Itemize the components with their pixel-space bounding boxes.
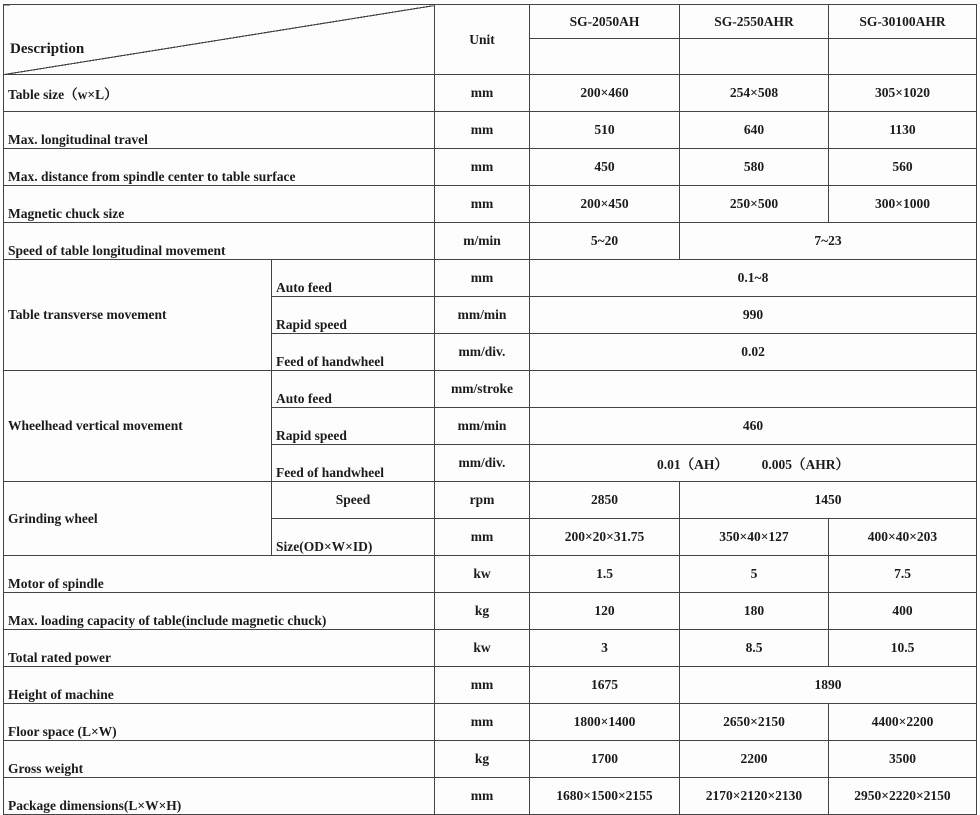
group-label: Wheelhead vertical movement xyxy=(4,371,272,482)
sub-label: Rapid speed xyxy=(272,297,435,334)
row-label: Total rated power xyxy=(4,630,435,667)
row-unit: mm xyxy=(435,149,530,186)
row-value: 560 xyxy=(829,149,977,186)
blank-cell xyxy=(530,39,680,75)
description-header-cell xyxy=(4,5,435,75)
table-row xyxy=(4,778,977,815)
row-unit: mm xyxy=(435,112,530,149)
row-value: 200×460 xyxy=(530,75,680,112)
row-unit: kg xyxy=(435,741,530,778)
row-value: 400 xyxy=(829,593,977,630)
table-row xyxy=(4,593,977,630)
table-row xyxy=(4,75,977,112)
row-value: 8.5 xyxy=(680,630,829,667)
row-unit: mm/min xyxy=(435,408,530,445)
table-row xyxy=(4,186,977,223)
model-header-3: SG-30100AHR xyxy=(829,5,977,39)
blank-cell xyxy=(829,39,977,75)
sub-label: Size(OD×W×ID) xyxy=(272,519,435,556)
row-unit: mm/div. xyxy=(435,334,530,371)
table-row xyxy=(4,260,977,297)
table-row xyxy=(4,704,977,741)
row-unit: m/min xyxy=(435,223,530,260)
row-unit: mm/div. xyxy=(435,445,530,482)
row-value-merged: 7~23 xyxy=(680,223,977,260)
model-header-1: SG-2050AH xyxy=(530,5,680,39)
row-value-merged: 460 xyxy=(530,408,977,445)
row-value: 10.5 xyxy=(829,630,977,667)
row-value: 120 xyxy=(530,593,680,630)
row-value-merged: 0.01（AH） 0.005（AHR） xyxy=(530,445,977,482)
row-unit: mm xyxy=(435,667,530,704)
row-unit: mm xyxy=(435,704,530,741)
row-value: 3500 xyxy=(829,741,977,778)
sub-label: Feed of handwheel xyxy=(272,334,435,371)
row-label: Speed of table longitudinal movement xyxy=(4,223,435,260)
row-value: 2650×2150 xyxy=(680,704,829,741)
row-value-merged: 0.02 xyxy=(530,334,977,371)
row-label: Table size（w×L） xyxy=(4,75,435,112)
row-value-merged: 0.1~8 xyxy=(530,260,977,297)
sub-label: Auto feed xyxy=(272,260,435,297)
row-value-merged xyxy=(530,371,977,408)
sub-label: Rapid speed xyxy=(272,408,435,445)
row-value: 1675 xyxy=(530,667,680,704)
row-value: 2950×2220×2150 xyxy=(829,778,977,815)
row-value: 1800×1400 xyxy=(530,704,680,741)
row-label: Height of machine xyxy=(4,667,435,704)
row-label: Gross weight xyxy=(4,741,435,778)
row-unit: kw xyxy=(435,630,530,667)
table-row xyxy=(4,556,977,593)
row-value: 1.5 xyxy=(530,556,680,593)
table-row xyxy=(4,371,977,408)
row-value: 250×500 xyxy=(680,186,829,223)
row-unit: mm/min xyxy=(435,297,530,334)
row-value: 5~20 xyxy=(530,223,680,260)
row-value: 300×1000 xyxy=(829,186,977,223)
row-label: Magnetic chuck size xyxy=(4,186,435,223)
group-label: Table transverse movement xyxy=(4,260,272,371)
row-label: Max. longitudinal travel xyxy=(4,112,435,149)
row-value: 7.5 xyxy=(829,556,977,593)
blank-cell xyxy=(680,39,829,75)
model-header-2: SG-2550AHR xyxy=(680,5,829,39)
row-value-merged: 1450 xyxy=(680,482,977,519)
row-value-merged: 990 xyxy=(530,297,977,334)
row-value: 2850 xyxy=(530,482,680,519)
row-value: 1700 xyxy=(530,741,680,778)
row-value: 1680×1500×2155 xyxy=(530,778,680,815)
row-value: 254×508 xyxy=(680,75,829,112)
row-label: Max. distance from spindle center to table surface xyxy=(4,149,435,186)
header-row xyxy=(4,5,977,39)
row-value: 640 xyxy=(680,112,829,149)
row-unit: kg xyxy=(435,593,530,630)
sub-label: Feed of handwheel xyxy=(272,445,435,482)
row-value: 200×20×31.75 xyxy=(530,519,680,556)
sub-label: Speed xyxy=(272,482,435,519)
row-value: 1130 xyxy=(829,112,977,149)
row-value: 180 xyxy=(680,593,829,630)
table-row xyxy=(4,630,977,667)
table-row xyxy=(4,223,977,260)
table-row xyxy=(4,112,977,149)
row-unit: mm/stroke xyxy=(435,371,530,408)
table-row xyxy=(4,741,977,778)
unit-header: Unit xyxy=(435,5,530,75)
row-unit: kw xyxy=(435,556,530,593)
row-unit: mm xyxy=(435,778,530,815)
description-header: Description xyxy=(10,41,85,57)
row-value: 580 xyxy=(680,149,829,186)
row-value: 4400×2200 xyxy=(829,704,977,741)
group-label: Grinding wheel xyxy=(4,482,272,556)
row-label: Motor of spindle xyxy=(4,556,435,593)
sub-label: Auto feed xyxy=(272,371,435,408)
row-value: 200×450 xyxy=(530,186,680,223)
row-unit: mm xyxy=(435,519,530,556)
row-value: 305×1020 xyxy=(829,75,977,112)
row-value: 350×40×127 xyxy=(680,519,829,556)
row-label: Package dimensions(L×W×H) xyxy=(4,778,435,815)
row-unit: mm xyxy=(435,260,530,297)
table-row xyxy=(4,667,977,704)
row-unit: mm xyxy=(435,75,530,112)
row-value: 2200 xyxy=(680,741,829,778)
specification-table xyxy=(3,4,977,815)
row-label: Floor space (L×W) xyxy=(4,704,435,741)
row-value: 510 xyxy=(530,112,680,149)
row-value: 450 xyxy=(530,149,680,186)
row-unit: rpm xyxy=(435,482,530,519)
row-value: 2170×2120×2130 xyxy=(680,778,829,815)
row-label: Max. loading capacity of table(include magnetic chuck) xyxy=(4,593,435,630)
row-unit: mm xyxy=(435,186,530,223)
row-value: 3 xyxy=(530,630,680,667)
row-value: 400×40×203 xyxy=(829,519,977,556)
row-value: 5 xyxy=(680,556,829,593)
row-value-merged: 1890 xyxy=(680,667,977,704)
table-row xyxy=(4,149,977,186)
table-row xyxy=(4,482,977,519)
